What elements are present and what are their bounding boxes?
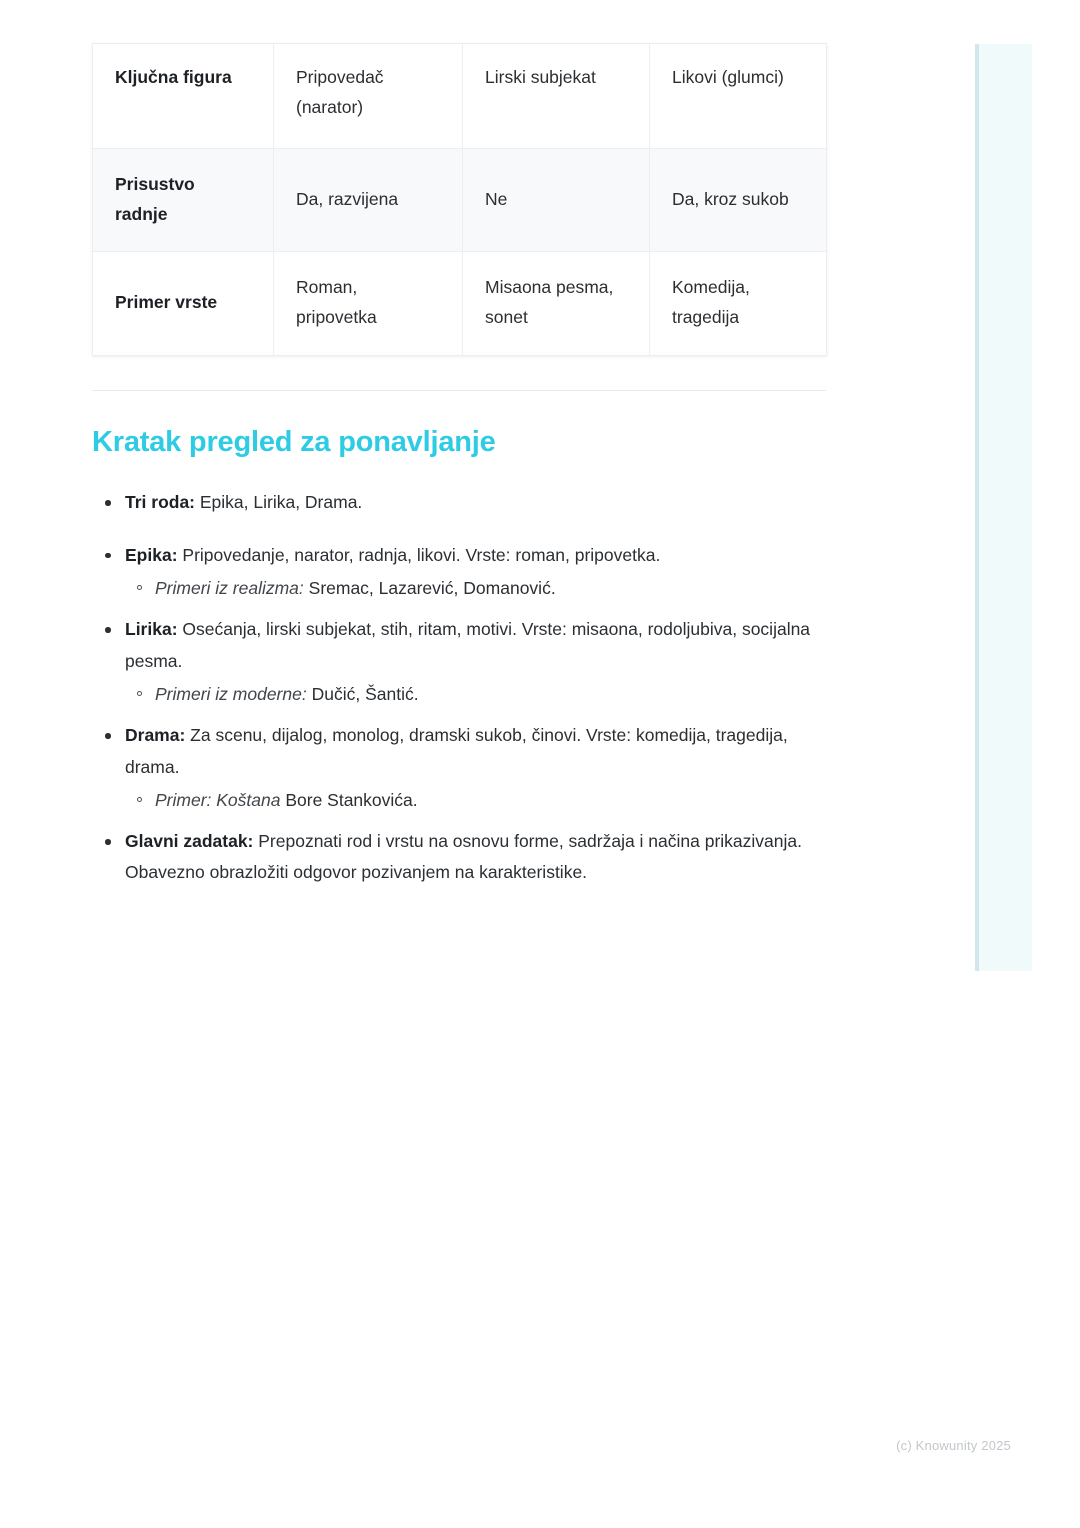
page-title: Kratak pregled za ponavljanje — [92, 425, 496, 458]
sub-bullet-list — [125, 785, 832, 816]
list-item — [92, 487, 832, 518]
table-cell: Da, razvijena — [274, 149, 463, 252]
list-item-label: Glavni zadatak: — [125, 831, 254, 852]
list-item-label: Lirika: — [125, 619, 178, 640]
list-item — [92, 614, 832, 710]
table-row — [93, 149, 827, 252]
list-item-text: Epika, Lirika, Drama. — [195, 492, 363, 513]
list-item-label: Tri roda: — [125, 492, 196, 513]
table-row — [93, 252, 827, 355]
table-cell: Pripovedač (narator) — [274, 44, 463, 149]
table-cell: Lirski subjekat — [463, 44, 650, 149]
sub-list-item — [125, 573, 832, 604]
right-side-accent-panel — [975, 44, 1032, 971]
copyright-watermark: (c) Knowunity 2025 — [896, 1438, 1011, 1453]
list-item-text: Za scenu, dijalog, monolog, dramski sukob, činovi. Vrste: komedija, tragedija, drama. — [125, 725, 788, 777]
table-row — [93, 44, 827, 149]
sub-list-item-text: Dučić, Šantić. — [306, 683, 419, 704]
literary-genres-comparison-table — [92, 43, 827, 356]
table-cell: Da, kroz sukob — [650, 149, 827, 252]
table-cell: Komedija, tragedija — [672, 277, 750, 328]
table-cell: Misaona pesma, sonet — [463, 252, 650, 355]
list-item-label: Drama: — [125, 725, 186, 746]
table-row-header: Primer vrste — [93, 252, 274, 355]
list-item — [92, 540, 832, 605]
list-item — [92, 720, 832, 816]
table-cell: Likovi (glumci) — [650, 44, 827, 149]
list-item-text: Prepoznati rod i vrstu na osnovu forme, sadržaja i načina prikazivanja. Obavezno obrazložiti odgovor pozivanjem na karakteristike. — [125, 831, 803, 883]
sub-list-item-text: Sremac, Lazarević, Domanović. — [303, 577, 556, 598]
sub-list-item-label: Primeri iz realizma: — [155, 577, 304, 598]
sub-bullet-list — [125, 679, 832, 710]
document-content — [92, 0, 826, 910]
list-item — [92, 826, 832, 889]
table-row-header: Ključna figura — [93, 44, 274, 149]
sub-list-item-label: Primer: Koštana — [155, 789, 281, 810]
sub-list-item — [125, 679, 832, 710]
list-item-text: Pripovedanje, narator, radnja, likovi. Vrste: roman, pripovetka. — [177, 544, 661, 565]
sub-bullet-list — [125, 573, 832, 604]
sub-list-item-text: Bore Stankovića. — [280, 789, 418, 810]
list-item-label: Epika: — [125, 544, 178, 565]
sub-list-item-label: Primeri iz moderne: — [155, 683, 307, 704]
list-item-text: Osećanja, lirski subjekat, stih, ritam, motivi. Vrste: misaona, rodoljubiva, socijalna pesma. — [125, 619, 811, 671]
section-divider — [92, 390, 826, 391]
summary-bullet-list — [92, 487, 832, 888]
table-row-header: Prisustvo radnje — [93, 149, 274, 252]
table-cell: Ne — [463, 149, 650, 252]
sub-list-item — [125, 785, 832, 816]
table-cell: Roman, pripovetka — [274, 252, 463, 355]
